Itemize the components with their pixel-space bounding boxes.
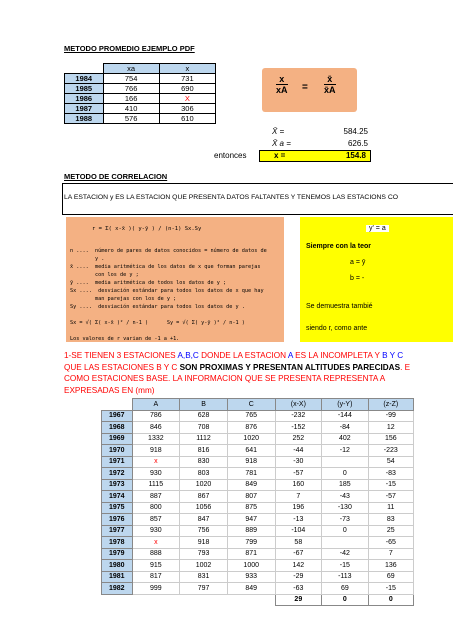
table-cell: 799 xyxy=(227,537,275,549)
table-row xyxy=(102,456,414,468)
table-cell: 781 xyxy=(227,468,275,480)
table-cell: 7 xyxy=(275,491,322,503)
definition-line xyxy=(70,311,267,319)
section1-title: METODO PROMEDIO EJEMPLO PDF xyxy=(64,44,195,53)
cell-x: 690 xyxy=(159,84,215,94)
correlation-formula-image xyxy=(66,217,284,342)
table-cell: 849 xyxy=(227,479,275,491)
table-cell: 889 xyxy=(227,525,275,537)
table-cell: -130 xyxy=(322,502,369,514)
col-header-x-dev: (x-X) xyxy=(275,399,322,411)
table-cell: -144 xyxy=(322,410,369,422)
table-cell: -67 xyxy=(275,548,322,560)
formula-right-num: x̄ xyxy=(327,74,333,84)
table-cell: 930 xyxy=(132,525,180,537)
table-cell: -29 xyxy=(275,571,322,583)
table-cell: 11 xyxy=(368,502,413,514)
definition-line: Los valores de r varian de -1 a +1. xyxy=(70,336,180,342)
table-cell: 54 xyxy=(368,456,413,468)
table-row xyxy=(102,445,414,457)
table-cell: 857 xyxy=(132,514,180,526)
table-cell: 142 xyxy=(275,560,322,572)
table-cell: -44 xyxy=(275,445,322,457)
table-row xyxy=(102,525,414,537)
table-cell: 156 xyxy=(368,433,413,445)
definition-line: Sy .... desviación estándar para todos los datos de y . xyxy=(70,304,245,310)
table-cell: -99 xyxy=(368,410,413,422)
regression-line5: siendo r, como ante xyxy=(306,325,368,332)
table-cell: 888 xyxy=(132,548,180,560)
row-year: 1968 xyxy=(102,422,133,434)
definition-line: x̄ .... media aritmética de los datos de x que forman parejas xyxy=(70,264,261,270)
table-cell: -83 xyxy=(368,468,413,480)
row-year: 1982 xyxy=(102,583,133,595)
row-year: 1985 xyxy=(65,84,104,94)
row-year: 1975 xyxy=(102,502,133,514)
table-cell: -223 xyxy=(368,445,413,457)
table-row xyxy=(102,537,414,549)
col-header-z-dev: (z-Z) xyxy=(368,399,413,411)
table-row xyxy=(65,114,216,124)
table-cell: x xyxy=(132,456,180,468)
table-cell: 252 xyxy=(275,433,322,445)
xabar-label: X̄ a = xyxy=(272,139,291,148)
sum-cell: 29 xyxy=(275,594,322,606)
table-cell: -15 xyxy=(322,560,369,572)
table-cell: -63 xyxy=(275,583,322,595)
formula-equals: = xyxy=(302,82,308,93)
col-header-c: C xyxy=(227,399,275,411)
table-row xyxy=(102,410,414,422)
col-header-a: A xyxy=(132,399,180,411)
formula-left-num: x xyxy=(279,74,285,84)
row-year: 1979 xyxy=(102,548,133,560)
table-cell: 765 xyxy=(227,410,275,422)
table-cell: -65 xyxy=(368,537,413,549)
row-year: 1986 xyxy=(65,94,104,104)
cell-xa: 576 xyxy=(103,114,159,124)
table-row xyxy=(102,468,414,480)
table-cell: 83 xyxy=(368,514,413,526)
average-table xyxy=(64,63,216,124)
table-row xyxy=(65,104,216,114)
table-cell: -30 xyxy=(275,456,322,468)
col-header-y-dev: (y-Y) xyxy=(322,399,369,411)
cell-xa: 410 xyxy=(103,104,159,114)
table-cell: -232 xyxy=(275,410,322,422)
row-year: 1971 xyxy=(102,456,133,468)
sum-cell: 0 xyxy=(322,594,369,606)
definition-line xyxy=(70,327,267,335)
table-row xyxy=(102,491,414,503)
col-header-b: B xyxy=(180,399,228,411)
row-year: 1967 xyxy=(102,410,133,422)
row-year: 1969 xyxy=(102,433,133,445)
table-cell: 918 xyxy=(132,445,180,457)
table-cell: 847 xyxy=(180,514,228,526)
table-row xyxy=(102,571,414,583)
definition-line: y . xyxy=(70,256,105,262)
table-cell: 803 xyxy=(180,468,228,480)
table-cell: -12 xyxy=(322,445,369,457)
table-row xyxy=(65,84,216,94)
regression-line1: Siempre con la teor xyxy=(306,243,371,250)
table-cell: 25 xyxy=(368,525,413,537)
table-cell: 793 xyxy=(180,548,228,560)
table-cell: 999 xyxy=(132,583,180,595)
ratio-formula-image xyxy=(262,68,357,112)
col-header-x: x xyxy=(159,64,215,74)
intro-banner-text: LA ESTACION y ES LA ESTACION QUE PRESENTA DATOS FALTANTES Y TENEMOS LAS ESTACIONS CO xyxy=(64,194,399,201)
table-cell: 628 xyxy=(180,410,228,422)
table-cell: -57 xyxy=(275,468,322,480)
row-year: 1970 xyxy=(102,445,133,457)
table-cell: 849 xyxy=(227,583,275,595)
row-year: 1976 xyxy=(102,514,133,526)
definition-line: Sx = √( Σ( x-x̄ )² / n-1 ) Sy = √( Σ( y-ȳ )² / n-1 ) xyxy=(70,320,245,326)
cell-x: 731 xyxy=(159,74,215,84)
result-box xyxy=(259,150,371,162)
entonces-label: entonces xyxy=(214,151,247,160)
row-year: 1973 xyxy=(102,479,133,491)
table-cell: 756 xyxy=(180,525,228,537)
table-row xyxy=(65,74,216,84)
table-cell: 800 xyxy=(132,502,180,514)
table-cell: 871 xyxy=(227,548,275,560)
cell-xa: 766 xyxy=(103,84,159,94)
table-cell: 160 xyxy=(275,479,322,491)
section2-title: METODO DE CORRELACION xyxy=(64,172,168,181)
result-label: x = xyxy=(274,151,286,160)
sum-row xyxy=(102,594,414,606)
correlation-table xyxy=(101,398,414,606)
table-cell: 887 xyxy=(132,491,180,503)
table-cell: 816 xyxy=(180,445,228,457)
table-cell: 1112 xyxy=(180,433,228,445)
definition-line: ȳ .... media aritmética de todos los datos de y ; xyxy=(70,280,227,286)
formula-left-den: xA xyxy=(276,85,288,95)
table-cell: 846 xyxy=(132,422,180,434)
table-cell: 867 xyxy=(180,491,228,503)
table-cell: 1002 xyxy=(180,560,228,572)
row-year: 1987 xyxy=(65,104,104,114)
r-formula: r = Σ( x-x̄ )( y-ȳ ) / (n-1) Sx.Sy xyxy=(92,226,202,232)
definition-line: Sx .... desviación estándar para todos los datos de x que hay xyxy=(70,288,264,294)
table-cell: -13 xyxy=(275,514,322,526)
definition-line: con los de y ; xyxy=(70,272,139,278)
table-cell: 196 xyxy=(275,502,322,514)
row-year: 1974 xyxy=(102,491,133,503)
table-cell: -84 xyxy=(322,422,369,434)
table-row xyxy=(65,94,216,104)
row-year: 1980 xyxy=(102,560,133,572)
result-value: 154.8 xyxy=(345,151,366,160)
intro-banner xyxy=(62,183,453,215)
regression-top: y' = a xyxy=(366,225,389,232)
table-cell: -15 xyxy=(368,479,413,491)
table-cell: 58 xyxy=(275,537,322,549)
table-cell: 136 xyxy=(368,560,413,572)
table-cell: 786 xyxy=(132,410,180,422)
table-cell: 1332 xyxy=(132,433,180,445)
table-cell: 831 xyxy=(180,571,228,583)
cell-x: 610 xyxy=(159,114,215,124)
cell-xa: 754 xyxy=(103,74,159,84)
table-cell: 875 xyxy=(227,502,275,514)
table-cell: 918 xyxy=(180,537,228,549)
table-cell: 708 xyxy=(180,422,228,434)
table-cell: 797 xyxy=(180,583,228,595)
xabar-value: 626.5 xyxy=(347,139,368,148)
row-year: 1972 xyxy=(102,468,133,480)
cell-x: 306 xyxy=(159,104,215,114)
table-cell: 1020 xyxy=(180,479,228,491)
table-cell: x xyxy=(132,537,180,549)
table-cell xyxy=(322,456,369,468)
xbar-label: X̄ = xyxy=(272,127,285,136)
table-cell: 402 xyxy=(322,433,369,445)
table-cell: -43 xyxy=(322,491,369,503)
table-cell: -42 xyxy=(322,548,369,560)
table-cell: 12 xyxy=(368,422,413,434)
table-cell: 933 xyxy=(227,571,275,583)
table-row xyxy=(102,514,414,526)
regression-line3: b = - xyxy=(350,275,365,282)
table-cell: 1000 xyxy=(227,560,275,572)
table-cell: -57 xyxy=(368,491,413,503)
table-row xyxy=(102,422,414,434)
table-row xyxy=(102,583,414,595)
table-cell: -152 xyxy=(275,422,322,434)
definition-line: n .... número de pares de datos conocidos = número de datos de xyxy=(70,248,267,254)
table-row xyxy=(102,548,414,560)
table-cell: 1056 xyxy=(180,502,228,514)
regression-line2: a = ȳ xyxy=(350,259,366,266)
table-row xyxy=(102,560,414,572)
table-cell: -15 xyxy=(368,583,413,595)
table-cell: 185 xyxy=(322,479,369,491)
table-cell: 918 xyxy=(227,456,275,468)
row-year: 1978 xyxy=(102,537,133,549)
table-cell: 915 xyxy=(132,560,180,572)
cell-x: X xyxy=(159,94,215,104)
table-cell: 641 xyxy=(227,445,275,457)
sum-cell: 0 xyxy=(368,594,413,606)
table-cell: 0 xyxy=(322,468,369,480)
table-cell: -73 xyxy=(322,514,369,526)
table-cell: -104 xyxy=(275,525,322,537)
table-cell: 1115 xyxy=(132,479,180,491)
regression-line4: Se demuestra tambié xyxy=(306,303,373,310)
row-year: 1988 xyxy=(65,114,104,124)
table-cell: 807 xyxy=(227,491,275,503)
table-cell: 830 xyxy=(180,456,228,468)
table-row xyxy=(102,502,414,514)
regression-formula-image xyxy=(300,217,453,342)
table-cell: 69 xyxy=(322,583,369,595)
table-cell: 69 xyxy=(368,571,413,583)
table-cell: 876 xyxy=(227,422,275,434)
xbar-value: 584.25 xyxy=(343,127,368,136)
table-cell: 1020 xyxy=(227,433,275,445)
cell-xa: 166 xyxy=(103,94,159,104)
table-cell: 0 xyxy=(322,525,369,537)
problem-statement: 1-SE TIENEN 3 ESTACIONES A,B,C DONDE LA ESTACION A ES LA INCOMPLETA Y B Y C QUE LAS ESTACIONES B Y C SON PROXIMAS Y PRESENTAN ALTITUDES PARECIDAS. E COMO ESTACIONES BASE. LA INFORMACION QUE SE PRESENTA REPRESENTA A EXPRESADAS EN (mm) xyxy=(64,351,411,395)
table-cell: 930 xyxy=(132,468,180,480)
table-row xyxy=(102,433,414,445)
row-year: 1981 xyxy=(102,571,133,583)
row-year: 1977 xyxy=(102,525,133,537)
formula-definitions xyxy=(70,247,267,342)
col-header-xa: xa xyxy=(103,64,159,74)
table-row xyxy=(102,479,414,491)
formula-right-den: x̄A xyxy=(324,85,336,95)
table-cell: -113 xyxy=(322,571,369,583)
row-year: 1984 xyxy=(65,74,104,84)
definition-line: man parejas con los de y ; xyxy=(70,296,177,302)
table-cell: 817 xyxy=(132,571,180,583)
table-cell xyxy=(322,537,369,549)
table-cell: 947 xyxy=(227,514,275,526)
table-cell: 7 xyxy=(368,548,413,560)
